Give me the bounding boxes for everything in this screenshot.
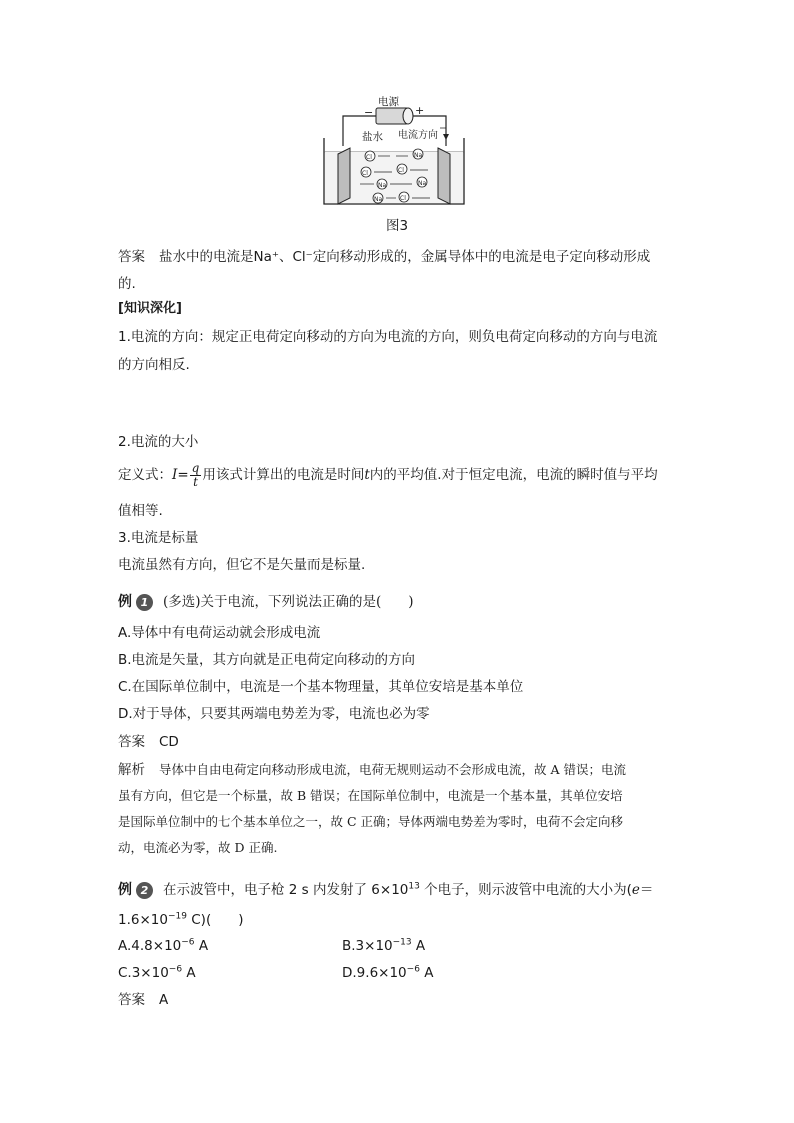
charge-base: 1.6×10 bbox=[118, 912, 168, 928]
example-2-stem-c: ＝ bbox=[639, 882, 654, 898]
knowledge-p2-heading: 2.电流的大小 bbox=[118, 434, 199, 450]
definition-prefix: 定义式： bbox=[118, 467, 172, 483]
svg-text:Cl: Cl bbox=[400, 195, 406, 202]
ion-na-2 bbox=[377, 179, 387, 189]
svg-text:Cl: Cl bbox=[398, 167, 404, 174]
example-2-option-a: $A.4.8\times 10^{-6}$ A bbox=[118, 937, 209, 954]
example-1-option-a: A.导体中有电荷运动就会形成电流 bbox=[118, 625, 321, 641]
svg-text:Na: Na bbox=[418, 180, 427, 187]
example-2-option-d-line bbox=[342, 963, 433, 983]
svg-text:Na: Na bbox=[374, 196, 383, 203]
minus-sign: − bbox=[364, 106, 374, 119]
plus-sign: + bbox=[415, 104, 425, 117]
example-2-stem-b: 个电子，则示波管中电流的大小为( bbox=[419, 882, 632, 898]
example-2-stem-line-2 bbox=[118, 910, 244, 930]
fraction-numerator: q bbox=[191, 460, 200, 475]
analysis-label: 解析 bbox=[118, 762, 145, 778]
ion-cl-1 bbox=[365, 151, 375, 161]
example-number-badge: 2 bbox=[136, 882, 153, 899]
knowledge-p2-line-1 bbox=[118, 460, 658, 490]
example-2-option-b: $B.3\times 10^{-13}$ A bbox=[342, 937, 426, 954]
ion-na-1 bbox=[413, 149, 423, 159]
svg-text:Cl: Cl bbox=[366, 154, 372, 161]
answer-1-line-2: 的. bbox=[118, 276, 136, 292]
ion-cl-4 bbox=[399, 192, 409, 202]
answer-label: 答案 bbox=[118, 992, 145, 1008]
equals-sign: = bbox=[177, 467, 189, 483]
example-1-option-d: D.对于导体，只要其两端电势差为零，电流也必为零 bbox=[118, 706, 430, 722]
answer-1-line-1 bbox=[118, 247, 650, 267]
power-label: 电源 bbox=[378, 96, 399, 108]
example-1-analysis-line-4: 动，电流必为零，故 D 正确. bbox=[118, 840, 278, 855]
knowledge-p3-heading: 3.电流是标量 bbox=[118, 530, 199, 546]
fraction-denominator: t bbox=[193, 474, 198, 489]
symbol-e: e bbox=[631, 882, 640, 898]
knowledge-p1-line-1: 1.电流的方向：规定正电荷定向移动的方向为电流的方向，则负电荷定向移动的方向与电流 bbox=[118, 329, 658, 345]
fraction-q-over-t bbox=[190, 462, 202, 489]
answer-text-1: 盐水中的电流是Na⁺、Cl⁻定向移动形成的，金属导体中的电流是电子定向移动形成 bbox=[159, 249, 651, 265]
exponent: 13 bbox=[408, 881, 420, 892]
current-direction-label: 电流方向 bbox=[398, 130, 438, 141]
example-number-badge: 1 bbox=[136, 594, 153, 611]
example-1-option-c: C.在国际单位制中，电流是一个基本物理量，其单位安培是基本单位 bbox=[118, 679, 524, 695]
ion-na-4 bbox=[373, 193, 383, 203]
example-1-option-b: B.电流是矢量，其方向就是正电荷定向移动的方向 bbox=[118, 652, 416, 668]
example-label: 例 bbox=[118, 594, 132, 610]
example-2-stem-a: 在示波管中，电子枪 2 s 内发射了 6×10 bbox=[163, 882, 409, 898]
knowledge-p2-line-2: 值相等. bbox=[118, 503, 163, 519]
symbol-i: I bbox=[172, 467, 178, 483]
answer-label: 答案 bbox=[118, 249, 145, 265]
symbol-t: t bbox=[364, 467, 370, 483]
example-1-question: (多选)关于电流，下列说法正确的是( ) bbox=[163, 594, 414, 610]
svg-text:Na: Na bbox=[378, 182, 387, 189]
ion-na-3 bbox=[417, 177, 427, 187]
analysis-text-1: 导体中自由电荷定向移动形成电流，电荷无规则运动不会形成电流，故 A 错误；电流 bbox=[159, 762, 626, 777]
knowledge-p1-line-2: 的方向相反. bbox=[118, 357, 190, 373]
example-2-options-row-1 bbox=[118, 936, 208, 956]
charge-unit: C)( ) bbox=[186, 912, 244, 928]
example-2-stem-line-1 bbox=[118, 880, 653, 900]
electrolysis-figure bbox=[318, 94, 478, 210]
exponent: −19 bbox=[167, 911, 187, 922]
example-2-option-d: $D.9.6\times 10^{-6}$ A bbox=[342, 964, 434, 981]
example-1-answer bbox=[118, 732, 179, 752]
example-2-option-b-line bbox=[342, 936, 425, 956]
knowledge-p3-text: 电流虽然有方向，但它不是矢量而是标量. bbox=[118, 557, 366, 573]
example-1-analysis-line-2: 虽有方向，但它是一个标量，故 B 错误；在国际单位制中，电流是一个基本量，其单位安培 bbox=[118, 788, 623, 803]
definition-rest: 内的平均值.对于恒定电流，电流的瞬时值与平均 bbox=[369, 467, 658, 483]
example-1-analysis-line-1 bbox=[118, 760, 626, 780]
example-2-option-c: $C.3\times 10^{-6}$ A bbox=[118, 964, 196, 981]
svg-text:Cl: Cl bbox=[362, 170, 368, 177]
example-2-options-row-2 bbox=[118, 963, 196, 983]
ion-cl-3 bbox=[397, 164, 407, 174]
svg-text:Na: Na bbox=[414, 152, 423, 159]
ion-cl-2 bbox=[361, 167, 371, 177]
example-1-stem bbox=[118, 592, 414, 612]
example-2-answer bbox=[118, 990, 168, 1010]
knowledge-heading: [知识深化] bbox=[118, 301, 182, 316]
answer-value: A bbox=[159, 992, 169, 1008]
example-label: 例 bbox=[118, 882, 132, 898]
answer-label: 答案 bbox=[118, 734, 145, 750]
example-1-analysis-line-3: 是国际单位制中的七个基本单位之一，故 C 正确；导体两端电势差为零时，电荷不会定向移 bbox=[118, 814, 624, 829]
definition-mid: 用该式计算出的电流是时间 bbox=[202, 467, 365, 483]
answer-value: CD bbox=[159, 734, 179, 750]
salt-label: 盐水 bbox=[362, 131, 383, 143]
figure-caption: 图3 bbox=[386, 218, 409, 234]
